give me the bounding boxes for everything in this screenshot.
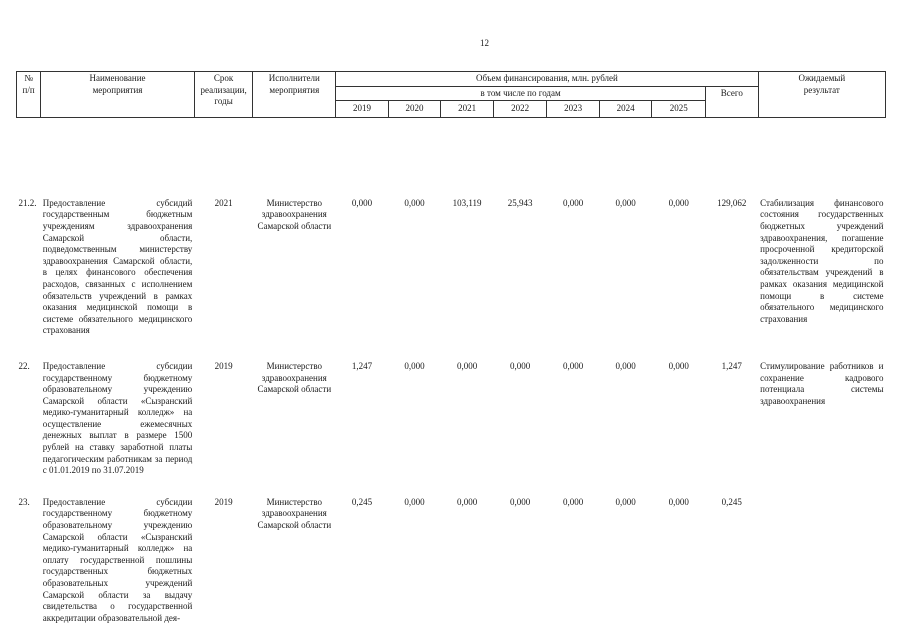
- row-value: 0,000: [668, 197, 689, 208]
- row-value: 0,000: [615, 496, 636, 507]
- row-value: 0,000: [563, 197, 584, 208]
- header-term: Срок реализации, годы: [194, 72, 253, 118]
- row-value: 1,247: [351, 360, 373, 371]
- row-value: 0,000: [668, 360, 689, 371]
- funding-table: [16, 71, 886, 624]
- row-name: Предоставление субсидий государственным бюджетным учреждениям здравоохранения Самарской области, подведомственным министерству здравоохранения Самарской области, в целях финансового обеспечения расходов, связанных с исполнением обязательств учреждений в рамках оказания медицинской помощи в системе обязательного медицинского страхования: [42, 197, 193, 336]
- row-value: 25,943: [507, 197, 533, 208]
- row-result: Стимулирование работников и сохранение кадрового потенциала системы здравоохранения: [760, 360, 884, 406]
- row-num: 23.: [18, 496, 30, 507]
- row-value: 0,000: [456, 360, 478, 371]
- header-num: № п/п: [17, 72, 41, 118]
- row-value: 0,000: [404, 197, 425, 208]
- row-total: 0,245: [721, 496, 742, 507]
- header-total: Всего: [705, 86, 758, 117]
- header-year: 2024: [599, 101, 652, 118]
- row-value: 0,000: [615, 360, 636, 371]
- row-name: Предоставление субсидии государственному бюджетному образовательному учреждению Самарской области «Сызранский медико-гуманитарный колледж» на оплату государственной пошлины государственных бюджетных образовательных учреждений Самарской области за выдачу свидетельства о государственной аккредитации образовательной дея-: [42, 496, 193, 623]
- row-value: 0,000: [456, 496, 478, 507]
- table-row: [17, 361, 886, 477]
- row-num: 21.2.: [18, 197, 37, 208]
- row-name: Предоставление субсидии государственному бюджетному образовательному учреждению Самарской области «Сызранский медико-гуманитарный колледж» на осуществление ежемесячных денежных выплат в размере 1500 рублей на ставку заработной платы педагогическим работникам за период с 01.01.2019 по 31.07.2019: [42, 360, 193, 476]
- page-number: 12: [480, 38, 489, 48]
- row-executor: Министерство здравоохранения Самарской области: [257, 360, 332, 395]
- header-year: 2021: [441, 101, 494, 118]
- row-value: 0,000: [404, 360, 425, 371]
- row-total: 129,062: [717, 197, 747, 208]
- row-value: 0,000: [509, 360, 531, 371]
- header-name: Наименование мероприятия: [41, 72, 195, 118]
- row-total: 1,247: [721, 360, 742, 371]
- header-year: 2025: [652, 101, 706, 118]
- row-result: [758, 497, 885, 625]
- header-executor: Исполнители мероприятия: [253, 72, 336, 118]
- header-year: 2023: [547, 101, 600, 118]
- row-value: 0,000: [668, 496, 689, 507]
- table-row: [17, 142, 886, 337]
- row-term: 2019: [214, 360, 233, 371]
- row-value: 103,119: [452, 197, 482, 208]
- row-value: 0,000: [404, 496, 425, 507]
- row-value: 0,000: [563, 360, 584, 371]
- row-value: 0,000: [615, 197, 636, 208]
- row-result: Стабилизация финансового состояния государственных бюджетных учреждений здравоохранения, погашение просроченной кредиторской задолженности по обязательствам учреждений в рамках оказания медицинской помощи в системе обязательного медицинского страхования: [760, 197, 884, 324]
- header-year: 2019: [336, 101, 389, 118]
- row-value: 0,000: [563, 496, 584, 507]
- row-value: 0,000: [351, 197, 373, 208]
- header-funding-sub: в том числе по годам: [336, 86, 706, 101]
- row-value: 0,245: [351, 496, 373, 507]
- header-funding: Объем финансирования, млн. рублей: [336, 72, 758, 87]
- header-year: 2022: [493, 101, 547, 118]
- row-term: 2021: [214, 197, 233, 208]
- table-row: [17, 497, 886, 625]
- header-year: 2020: [388, 101, 441, 118]
- header-result: Ожидаемый результат: [758, 72, 885, 118]
- row-executor: Министерство здравоохранения Самарской области: [257, 496, 332, 531]
- row-num: 22.: [18, 360, 30, 371]
- row-executor: Министерство здравоохранения Самарской области: [257, 197, 332, 231]
- row-term: 2019: [214, 496, 233, 507]
- row-value: 0,000: [509, 496, 531, 507]
